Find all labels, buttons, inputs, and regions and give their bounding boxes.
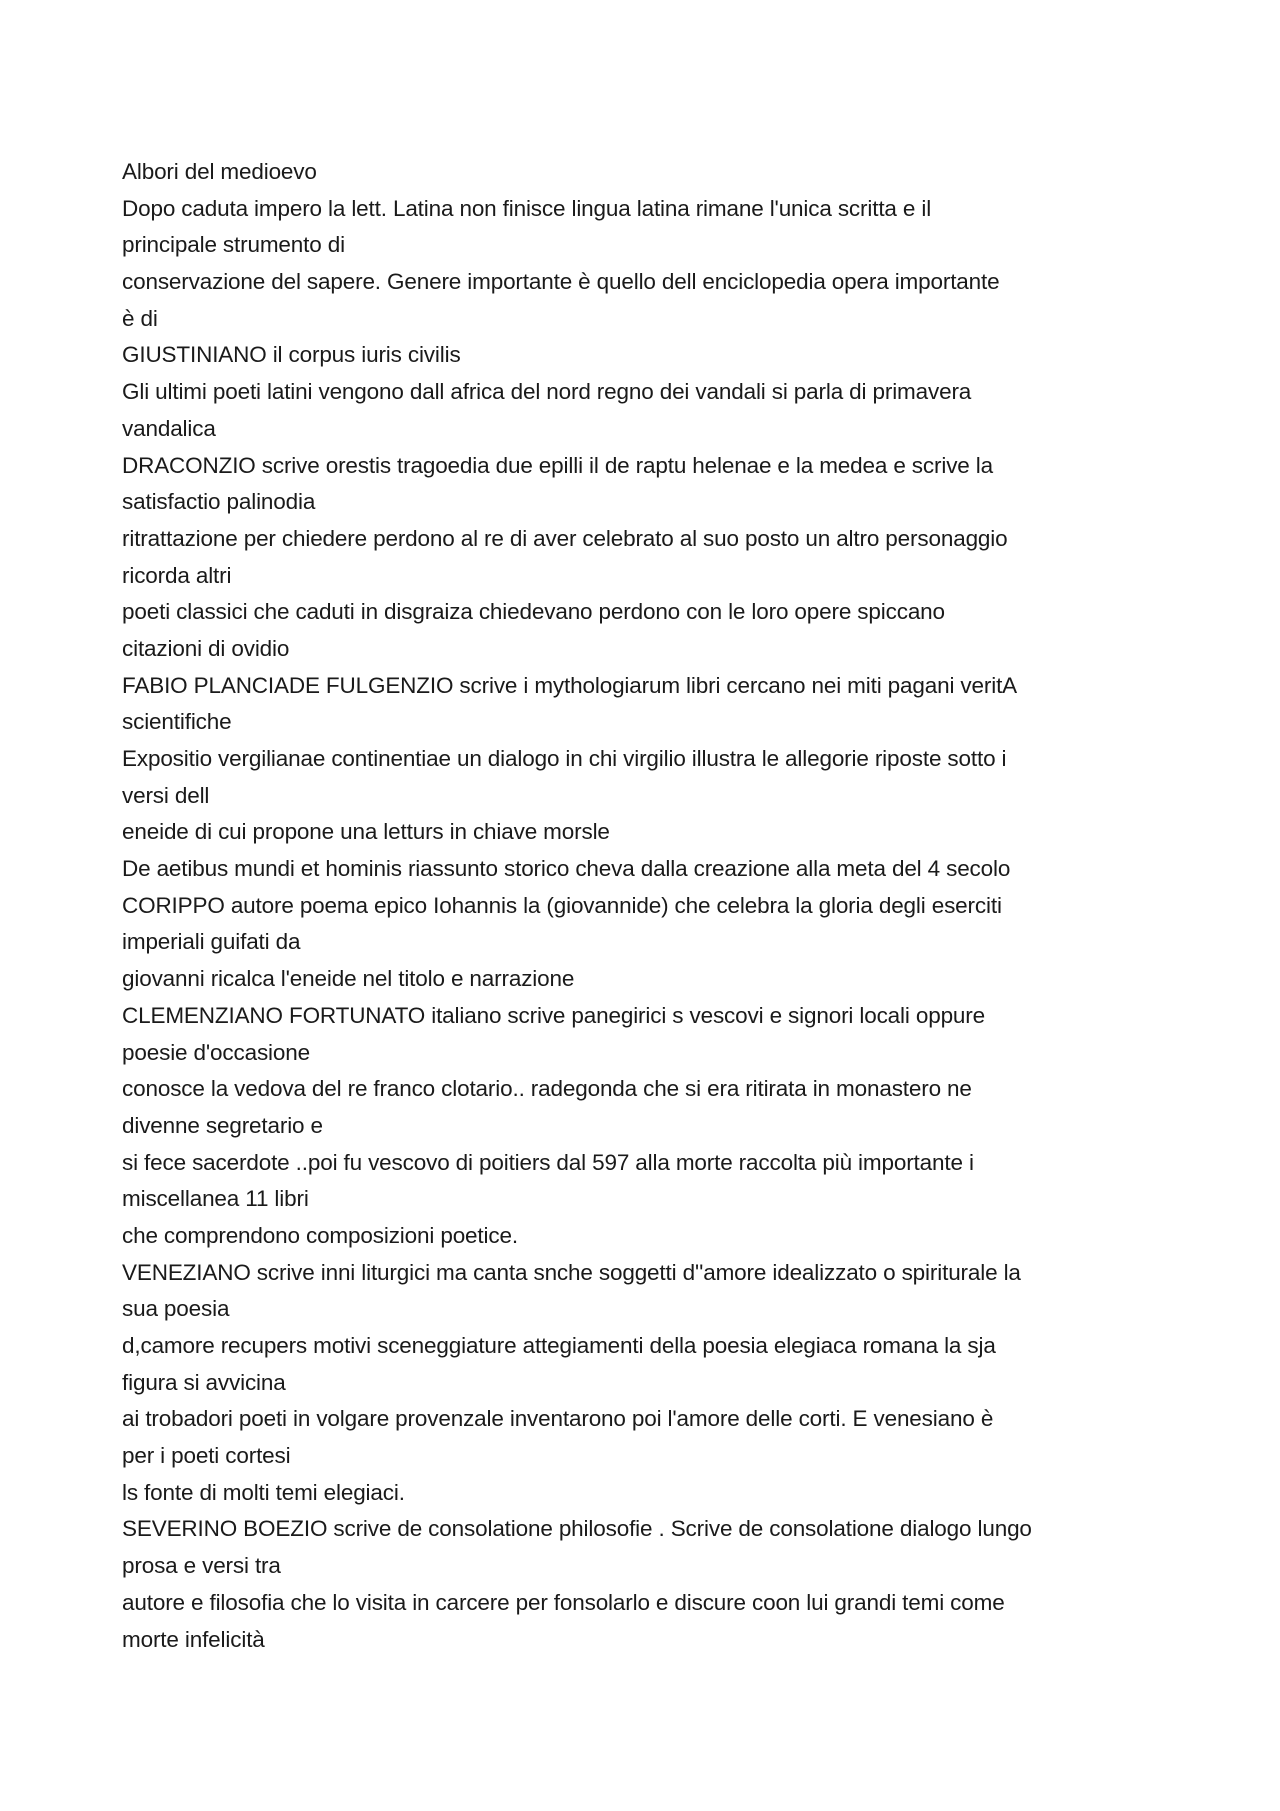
text-line: Dopo caduta impero la lett. Latina non finisce lingua latina rimane l'unica scritta e il <box>122 195 932 221</box>
text-line: vandalica <box>122 415 216 441</box>
text-line: ricorda altri <box>122 562 232 588</box>
text-line: principale strumento di <box>122 232 345 258</box>
text-line: sua poesia <box>122 1296 230 1322</box>
text-line: CORIPPO autore poema epico Iohannis la (giovannide) che celebra la gloria degli eserciti <box>122 892 1002 918</box>
text-line: divenne segretario e <box>122 1112 323 1138</box>
text-line: miscellanea 11 libri <box>122 1186 309 1212</box>
text-line: giovanni ricalca l'eneide nel titolo e narrazione <box>122 966 575 992</box>
text-line: GIUSTINIANO il corpus iuris civilis <box>122 342 461 368</box>
text-line: VENEZIANO scrive inni liturgici ma canta snche soggetti d''amore idealizzato o spiriturale la <box>122 1259 1021 1285</box>
text-line: d,camore recupers motivi sceneggiature attegiamenti della poesia elegiaca romana la sja <box>122 1333 996 1358</box>
text-line: prosa e versi tra <box>122 1553 281 1579</box>
text-line: Expositio vergilianae continentiae un dialogo in chi virgilio illustra le allegorie riposte sotto i <box>122 746 1007 771</box>
text-line: ls fonte di molti temi elegiaci. <box>122 1479 405 1505</box>
text-line: citazioni di ovidio <box>122 635 290 661</box>
text-line: autore e filosofia che lo visita in carcere per fonsolarlo e discure coon lui grandi temi come <box>122 1589 1005 1615</box>
text-line: poesie d'occasione <box>122 1039 310 1065</box>
text-line: conosce la vedova del re franco clotario.. radegonda che si era ritirata in monastero ne <box>122 1076 972 1102</box>
text-line: De aetibus mundi et hominis riassunto storico cheva dalla creazione alla meta del 4 secolo <box>122 856 1011 882</box>
text-line: figura si avvicina <box>122 1369 286 1395</box>
text-line: ritrattazione per chiedere perdono al re di aver celebrato al suo posto un altro personaggio <box>122 525 1008 551</box>
text-line: ai trobadori poeti in volgare provenzale inventarono poi l'amore delle corti. E venesiano è <box>122 1406 994 1432</box>
text-line: si fece sacerdote ..poi fu vescovo di poitiers dal 597 alla morte raccolta più importante i <box>122 1149 974 1175</box>
text-line: Albori del medioevo <box>122 159 317 184</box>
text-line: imperiali guifati da <box>122 929 301 955</box>
text-line: conservazione del sapere. Genere importante è quello dell enciclopedia opera importante <box>122 269 1000 295</box>
text-line: CLEMENZIANO FORTUNATO italiano scrive panegirici s vescovi e signori locali oppure <box>122 1002 986 1028</box>
text-line: versi dell <box>122 782 210 808</box>
text-line: è di <box>122 305 158 331</box>
text-line: per i poeti cortesi <box>122 1443 291 1469</box>
text-line: FABIO PLANCIADE FULGENZIO scrive i mythologiarum libri cercano nei miti pagani veritA <box>122 672 1018 698</box>
text-line: Gli ultimi poeti latini vengono dall africa del nord regno dei vandali si parla di primavera <box>122 379 972 405</box>
text-line: SEVERINO BOEZIO scrive de consolatione philosofie . Scrive de consolatione dialogo lungo <box>122 1516 1032 1542</box>
text-line: eneide di cui propone una letturs in chiave morsle <box>122 819 610 845</box>
text-line: satisfactio palinodia <box>122 489 316 515</box>
document-body <box>122 154 1182 1658</box>
text-line: poeti classici che caduti in disgraiza chiedevano perdono con le loro opere spiccano <box>122 599 945 625</box>
text-line: morte infelicità <box>122 1626 265 1652</box>
text-line: DRACONZIO scrive orestis tragoedia due epilli il de raptu helenae e la medea e scrive la <box>122 452 993 478</box>
text-line: che comprendono composizioni poetice. <box>122 1222 518 1248</box>
text-line: scientifiche <box>122 709 232 735</box>
